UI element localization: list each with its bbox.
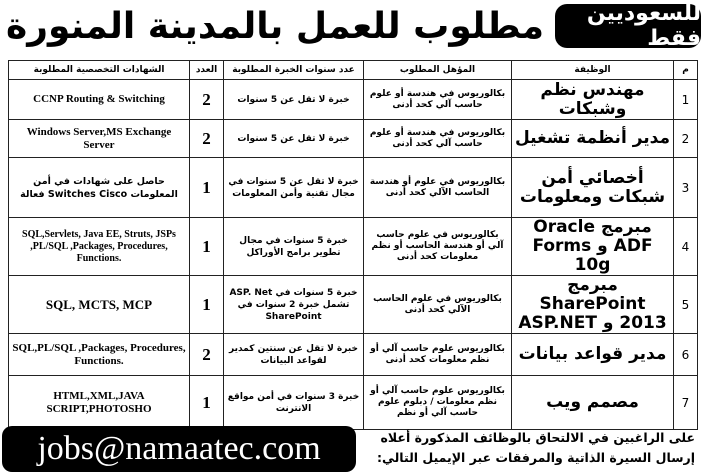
table-row [9,120,698,158]
table-row [9,376,698,430]
email-address[interactable]: jobs@namaatec.com [2,426,356,472]
application-instructions [360,428,695,468]
vacancy-count: 1 [190,158,224,218]
experience: خبرة لا تقل عن 5 سنوات في مجال تقنية وأمن المعلومات [224,158,364,218]
certificates: حاصل على شهادات في أمن المعلومات Switches Cisco فعالة [9,158,190,218]
vacancy-count: 1 [190,218,224,276]
instructions-line-1: على الراغبين في الالتحاق بالوظائف المذكورة أعلاه [380,430,695,445]
vacancy-count: 2 [190,120,224,158]
ad-headline: مطلوب للعمل بالمدينة المنورة [6,5,544,47]
table-row [9,218,698,276]
vacancy-count: 1 [190,376,224,430]
experience: خبرة لا تقل عن 5 سنوات [224,120,364,158]
row-number: 5 [674,276,698,334]
col-header-qualification: المؤهل المطلوب [364,61,512,80]
job-title: مدير أنظمة تشغيل [512,120,674,158]
col-header-certificates: الشهادات التخصصية المطلوبة [9,61,190,80]
experience: خبرة لا تقل عن سنتين كمدير لقواعد البيانات [224,334,364,376]
certificates: SQL,PL/SQL ,Packages, Procedures, Functions. [9,334,190,376]
certificates: Windows Server,MS Exchange Server [9,120,190,158]
col-header-experience: عدد سنوات الخبرة المطلوبة [224,61,364,80]
saudis-only-badge: للسعوديين فقط [555,4,701,48]
certificates: SQL, MCTS, MCP [9,276,190,334]
table-header-row [9,61,698,80]
row-number: 2 [674,120,698,158]
ad-footer [0,424,705,476]
row-number: 7 [674,376,698,430]
experience: خبرة 5 سنوات في ASP. Net تشمل خبرة 2 سنوات في SharePoint [224,276,364,334]
experience: خبرة لا تقل عن 5 سنوات [224,80,364,120]
table-row [9,158,698,218]
job-title: مهندس نظم وشبكات [512,80,674,120]
experience: خبرة 5 سنوات في مجال تطوير برامج الأوراكل [224,218,364,276]
certificates: SQL,Servlets, Java EE, Struts, JSPs ,PL/SQL ,Packages, Procedures, Functions. [9,218,190,276]
job-title: مدير قواعد بيانات [512,334,674,376]
jobs-table [8,60,698,430]
qualification: بكالوريوس في علوم حاسب آلي أو هندسة الحاسب أو نظم معلومات كحد أدنى [364,218,512,276]
qualification: بكالوريوس علوم حاسب آلي أو نظم معلومات كحد أدنى [364,334,512,376]
job-title: مصمم ويب [512,376,674,430]
instructions-line-2: إرسال السيرة الذاتية والمرفقات عبر الإيميل التالي: [376,450,695,465]
qualification: بكالوريوس في علوم الحاسب الآلي كحد أدنى [364,276,512,334]
table-row [9,80,698,120]
vacancy-count: 1 [190,276,224,334]
table-row [9,276,698,334]
row-number: 6 [674,334,698,376]
job-title: مبرمج Oracle ADF و Forms 10g [512,218,674,276]
experience: خبرة 3 سنوات في أمن مواقع الانترنت [224,376,364,430]
row-number: 3 [674,158,698,218]
certificates: CCNP Routing & Switching [9,80,190,120]
job-title: أخصائي أمن شبكات ومعلومات [512,158,674,218]
row-number: 1 [674,80,698,120]
vacancy-count: 2 [190,80,224,120]
col-header-job: الوظيفة [512,61,674,80]
vacancy-count: 2 [190,334,224,376]
row-number: 4 [674,218,698,276]
col-header-count: العدد [190,61,224,80]
table-row [9,334,698,376]
col-header-num: م [674,61,698,80]
qualification: بكالوريوس في هندسة أو علوم حاسب آلي كحد أدنى [364,120,512,158]
certificates: HTML,XML,JAVA SCRIPT,PHOTOSHO [9,376,190,430]
ad-header [0,0,705,56]
qualification: بكالوريوس علوم حاسب آلي أو نظم معلومات / دبلوم علوم حاسب آلي أو نظم [364,376,512,430]
qualification: بكالوريوس في علوم أو هندسة الحاسب الآلي كحد أدنى [364,158,512,218]
qualification: بكالوريوس في هندسة أو علوم حاسب آلي كحد أدنى [364,80,512,120]
job-title: مبرمج SharePoint 2013 و ASP.NET [512,276,674,334]
